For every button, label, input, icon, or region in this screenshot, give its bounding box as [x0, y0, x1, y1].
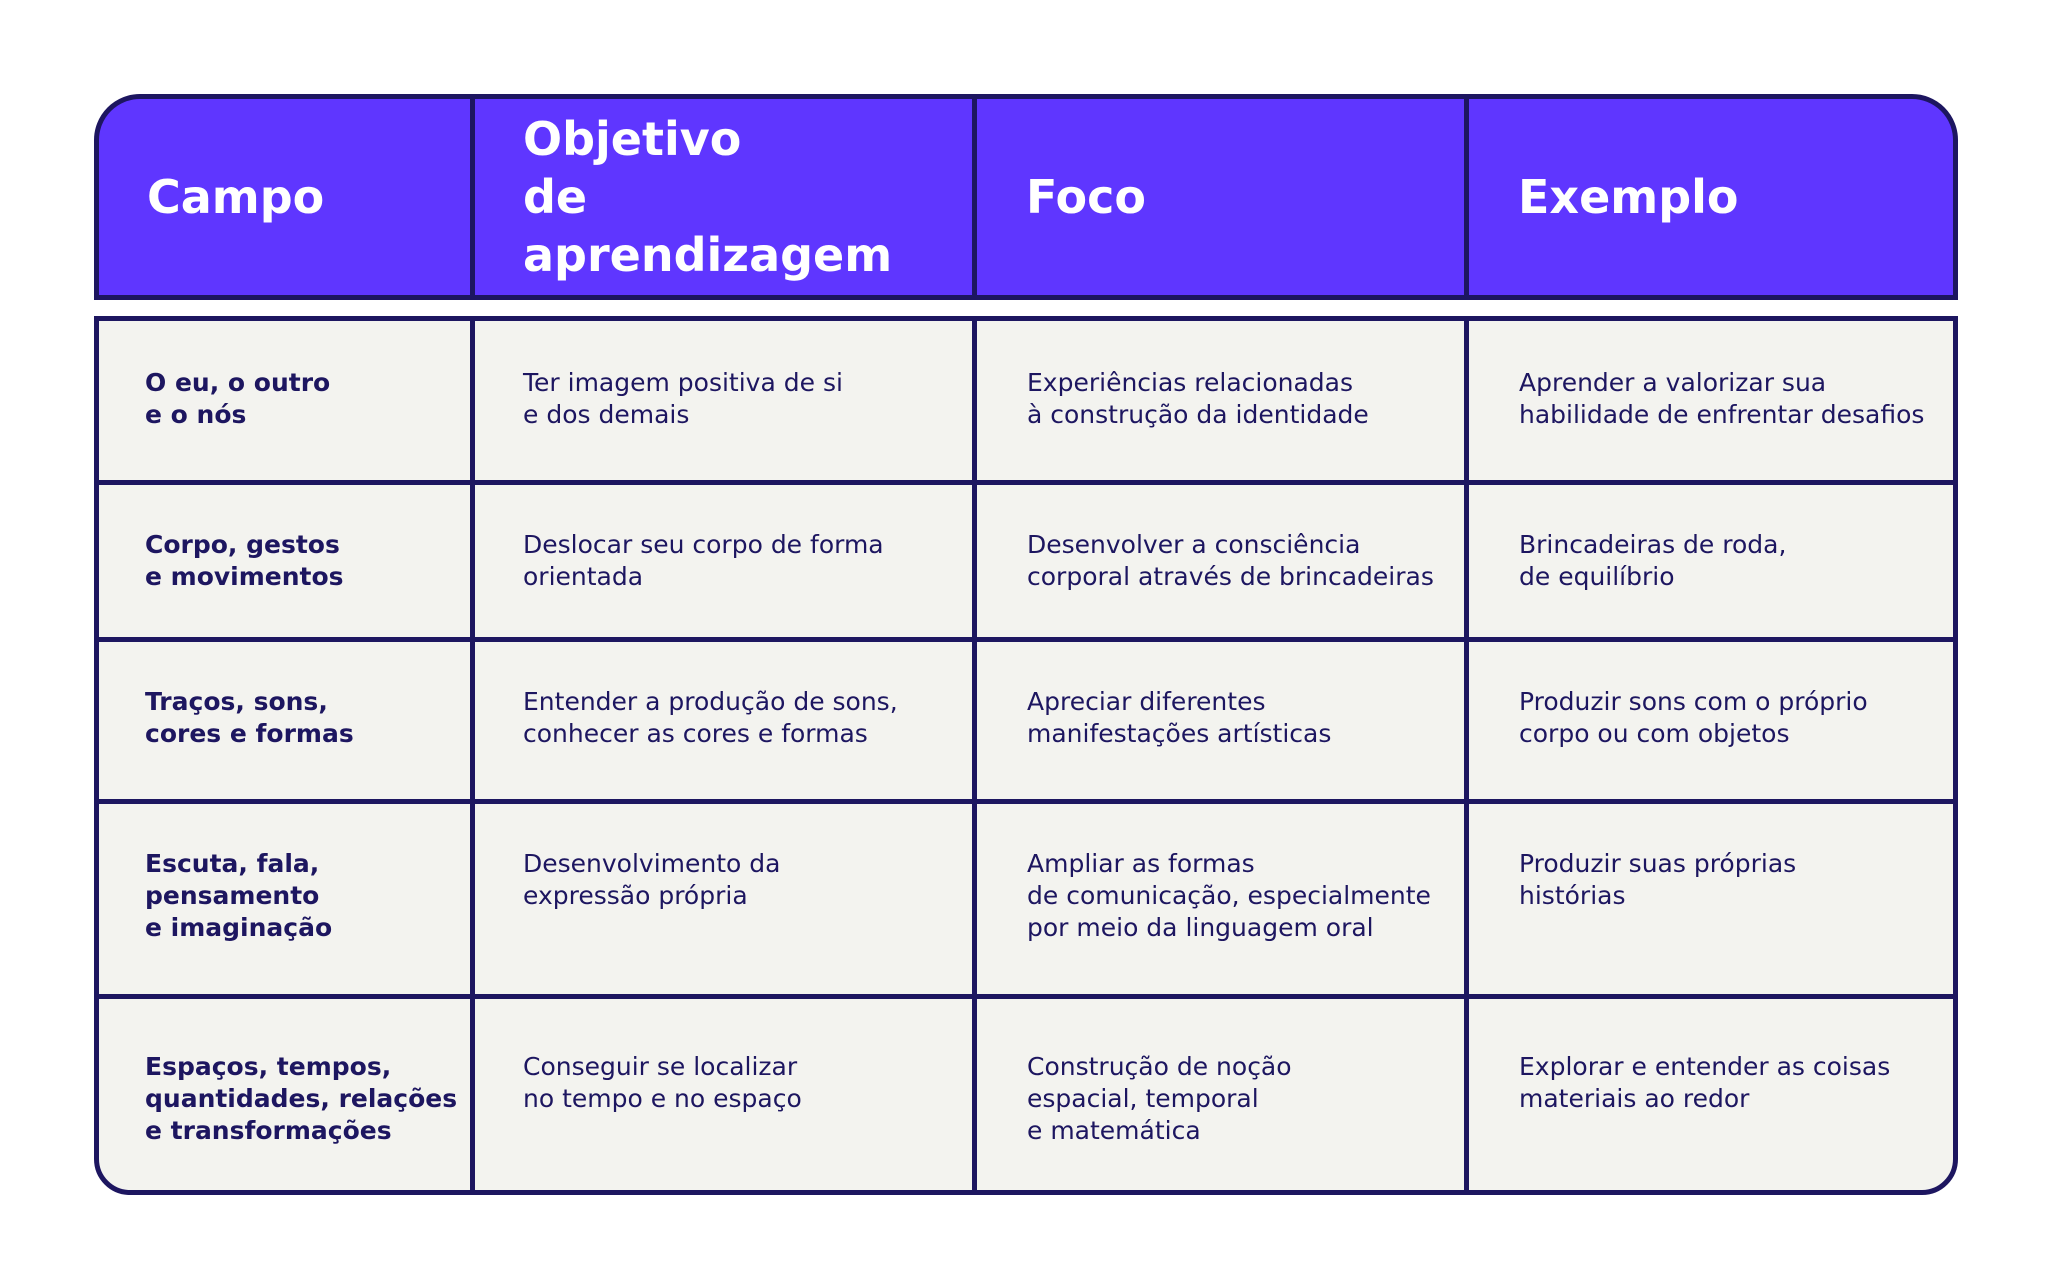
cell-exemplo: Aprender a valorizar sua habilidade de enfrentar desafios — [1519, 368, 1925, 429]
cell-objetivo: Entender a produção de sons, conhecer as cores e formas — [475, 642, 977, 799]
cell-foco: Desenvolver a consciência corporal através de brincadeiras — [977, 485, 1469, 637]
cell-exemplo: Produzir suas próprias histórias — [1519, 849, 1797, 910]
cell-objetivo: Conseguir se localizar no tempo e no espaço — [475, 999, 977, 1190]
table-header — [94, 94, 1958, 300]
cell-campo: Espaços, tempos, quantidades, relações e transformações — [99, 999, 475, 1190]
cell-exemplo: Produzir sons com o próprio corpo ou com objetos — [1519, 687, 1868, 748]
table-row — [99, 642, 1953, 804]
cell-foco: Experiências relacionadas à construção da identidade — [977, 321, 1469, 480]
header-objetivo: Objetivo de aprendizagem — [475, 99, 977, 295]
table-row — [99, 999, 1953, 1190]
cell-objetivo: Deslocar seu corpo de forma orientada — [475, 485, 977, 637]
header-foco: Foco — [977, 99, 1469, 295]
cell-objetivo: Desenvolvimento da expressão própria — [475, 804, 977, 994]
cell-campo: Escuta, fala, pensamento e imaginação — [99, 804, 475, 994]
table-body — [94, 316, 1958, 1195]
header-campo: Campo — [99, 99, 475, 295]
cell-campo: Corpo, gestos e movimentos — [99, 485, 475, 637]
table-row — [99, 321, 1953, 485]
header-exemplo: Exemplo — [1518, 170, 1739, 224]
table-row — [99, 485, 1953, 642]
cell-foco: Ampliar as formas de comunicação, especialmente por meio da linguagem oral — [977, 804, 1469, 994]
cell-campo: O eu, o outro e o nós — [99, 321, 475, 480]
cell-exemplo: Explorar e entender as coisas materiais ao redor — [1519, 1052, 1891, 1113]
table-row — [99, 804, 1953, 999]
cell-foco: Construção de noção espacial, temporal e matemática — [977, 999, 1469, 1190]
cell-foco: Apreciar diferentes manifestações artísticas — [977, 642, 1469, 799]
cell-objetivo: Ter imagem positiva de si e dos demais — [475, 321, 977, 480]
cell-exemplo: Brincadeiras de roda, de equilíbrio — [1519, 530, 1787, 591]
cell-campo: Traços, sons, cores e formas — [99, 642, 475, 799]
